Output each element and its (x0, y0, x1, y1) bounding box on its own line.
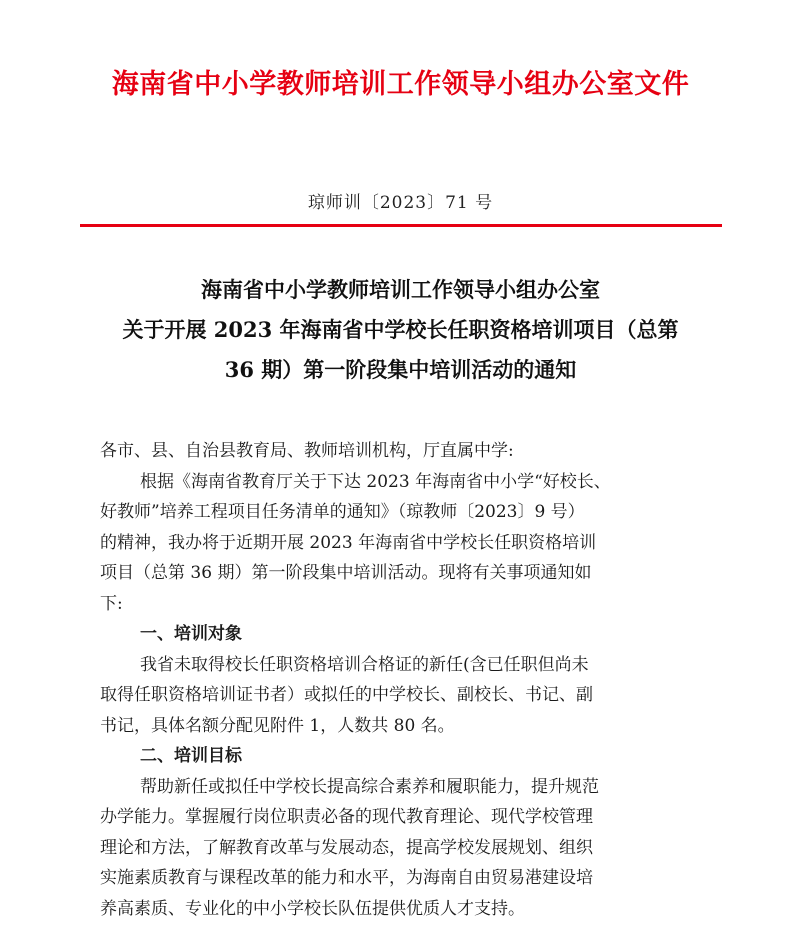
paragraph-line: 我省未取得校长任职资格培训合格证的新任(含已任职但尚未 (140, 654, 589, 675)
paragraph-line: 实施素质教育与课程改革的能力和水平，为海南自由贸易港建设培 (100, 868, 593, 888)
paragraph-line: 的精神，我办将于近期开展 2023 年海南省中学校长任职资格培训 (100, 532, 597, 553)
red-separator-line (80, 224, 722, 227)
paragraph-line: 书记，具体名额分配见附件 1，人数共 80 名。 (100, 715, 455, 736)
notice-title (0, 270, 801, 390)
notice-body (100, 436, 710, 924)
paragraph-line: 项目（总第 36 期）第一阶段集中培训活动。现将有关事项通知如 (100, 563, 592, 583)
section-heading-training-targets: 一、培训对象 (140, 624, 242, 644)
paragraph-line: 根据《海南省教育厅关于下达 2023 年海南省中小学“好校长、 (140, 471, 611, 492)
salutation: 各市、县、自治县教育局、教师培训机构，厅直属中学: (100, 441, 514, 461)
document-number: 琼师训〔2023〕71 号 (307, 193, 494, 213)
paragraph-line: 办学能力。掌握履行岗位职责必备的现代教育理论、现代学校管理 (100, 807, 593, 827)
paragraph-line: 好教师”培养工程项目任务清单的通知》（琼教师〔2023〕9 号） (100, 502, 585, 522)
section-heading-training-goals: 二、培训目标 (140, 746, 242, 766)
title-line-3: 36 期）第一阶段集中培训活动的通知 (224, 357, 577, 382)
issuer-header: 海南省中小学教师培训工作领导小组办公室文件 (111, 69, 690, 100)
title-line-2: 关于开展 2023 年海南省中学校长任职资格培训项目（总第 (122, 317, 679, 342)
title-line-1: 海南省中小学教师培训工作领导小组办公室 (201, 277, 600, 302)
paragraph-line: 下: (100, 593, 123, 614)
paragraph-line: 理论和方法，了解教育改革与发展动态，提高学校发展规划、组织 (100, 837, 593, 858)
paragraph-line: 取得任职资格培训证书者）或拟任的中学校长、副校长、书记、副 (100, 685, 593, 705)
paragraph-line: 帮助新任或拟任中学校长提高综合素养和履职能力，提升规范 (140, 776, 599, 797)
paragraph-line: 养高素质、专业化的中小学校长队伍提供优质人才支持。 (100, 898, 525, 919)
